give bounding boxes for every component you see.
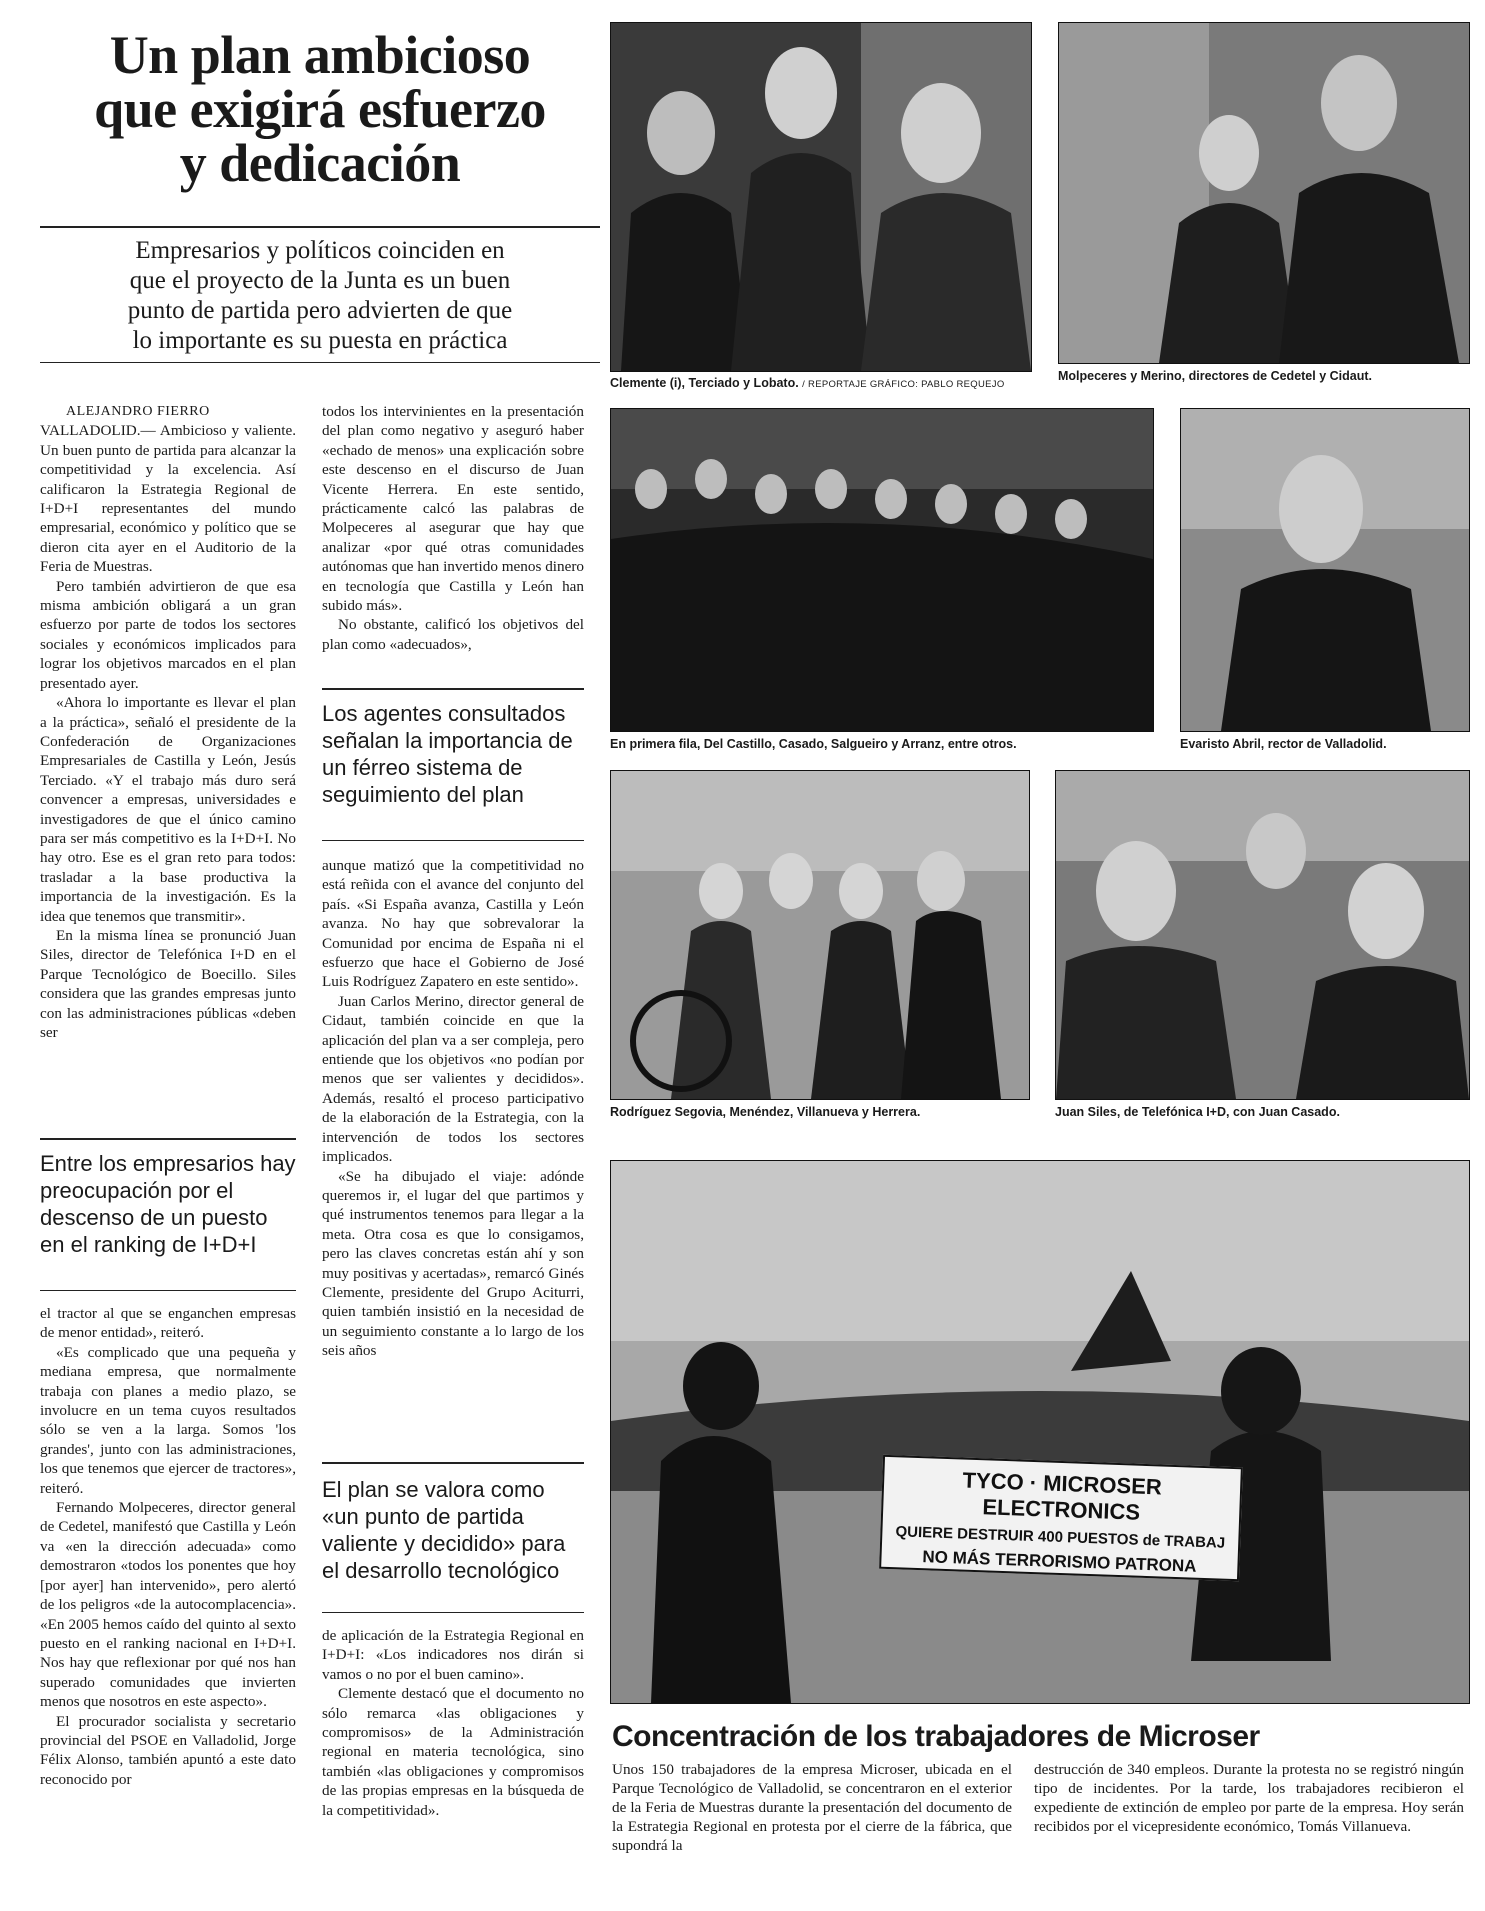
pullquote-rule-top [40,1138,296,1140]
byline: ALEJANDRO FIERRO [66,404,210,419]
paragraph: VALLADOLID.— Ambicioso y valiente. Un buen punto de partida para alcanzar la competitividad y la excelencia. Así calificaron la Estrategia Regional de I+D+I representantes del mundo empresarial, económico y político que se dieron cita ayer en el Auditorio de la Feria de Muestras. [40,422,296,576]
caption-photo-2: Molpeceres y Merino, directores de Cedetel y Cidaut. [1058,369,1372,383]
pullquote-rule-bottom [40,1290,296,1291]
headline [40,25,600,193]
photo-primera-fila [610,408,1154,732]
article-column-2-cont [322,1626,584,1820]
subhead-line-3: punto de partida pero advierten de que [127,297,513,324]
pullquote-rule-top [322,688,584,690]
paragraph: No obstante, calificó los objetivos del plan como «adecuados», [322,616,584,653]
photo-clemente-terciado-lobato [610,22,1032,372]
pullquote-2: Los agentes consultados señalan la importancia de un férreo sistema de seguimiento del plan [322,701,573,807]
paragraph: todos los intervinientes en la presentación del plan como negativo y aseguró haber «echado de menos» una explicación sobre este descenso en el discurso de Juan Vicente Herrera. En este sentido, prácticamente calcó las palabras de Molpeceres al asegurar que hay que analizar «por qué otras comunidades autónomas que han invertido menos dinero en tecnología que Castilla y León han subido más». [322,403,584,615]
photo-evaristo-abril [1180,408,1470,732]
paragraph: En la misma línea se pronunció Juan Siles, director de Telefónica I+D en el Parque Tecnológico de Boecillo. Siles considera que las grandes empresas junto con las administraciones públicas «deben ser [40,926,296,1041]
headline-line-1: Un plan ambicioso [109,25,531,85]
paragraph: Clemente destacó que el documento no sólo remarca «las obligaciones y compromisos» de la Administración regional en materia tecnológica, sino también «las obligaciones y compromisos de las propias empresas en la búsqueda de la competitividad». [322,1685,584,1819]
caption-photo-6: Juan Siles, de Telefónica I+D, con Juan Casado. [1055,1105,1340,1119]
subhead-line-2: que el proyecto de la Junta es un buen [129,267,511,294]
pullquote-rule-top [322,1462,584,1464]
photo-protesta-microser [610,1160,1470,1704]
paragraph: el tractor al que se enganchen empresas de menor entidad», reiteró. [40,1305,296,1342]
pullquote-3: El plan se valora como «un punto de partida valiente y decidido» para el desarrollo tecnológico [322,1477,566,1583]
paragraph: Juan Carlos Merino, director general de Cidaut, también coincide en que la aplicación del plan va a ser compleja, pero entiende que los objetivos «no podían por menos que ser valientes y decididos». Además, resaltó el proceso participativo de la elaboración de la Estrategia, con la intervención de todos los sectores implicados. [322,992,584,1166]
photo-juan-siles-casado [1055,770,1470,1100]
subhead-line-1: Empresarios y políticos coinciden en [135,237,505,264]
subhead-line-4: lo importante es su puesta en práctica [132,327,508,354]
photo-credit: / REPORTAJE GRÁFICO: PABLO REQUEJO [802,379,1005,390]
banner-line-2: QUIERE DESTRUIR 400 PUESTOS de TRABAJ [895,1523,1226,1552]
paragraph: aunque matizó que la competitividad no está reñida con el avance del conjunto del país. «Si España avanza, Castilla y León avanza. No hay que sobrevalorar la Comunidad por encima de España ni el esfuerzo que hace el Gobierno de José Luis Rodríguez Zapatero en este sentido». [322,857,584,991]
headline-rule [40,226,600,228]
caption-photo-1 [610,375,1005,393]
paragraph: «Se ha dibujado el viaje: adónde queremos ir, el lugar del que partimos y qué instrumentos tenemos para llegar a la meta. Otra cosa es que lo consigamos, pero las claves concretas están ahí y son muy positivas y acertadas», remarcó Ginés Clemente, presidente del Grupo Aciturri, quien también insistió en la necesidad de un seguimiento constante a lo largo de los seis años [322,1167,584,1360]
pullquote-rule-bottom [322,840,584,841]
subhead [40,236,600,356]
photo-rodriguez-segovia-grupo [610,770,1030,1100]
box-title: Concentración de los trabajadores de Microser [612,1720,1260,1753]
caption-photo-3: En primera fila, Del Castillo, Casado, Salgueiro y Arranz, entre otros. [610,737,1017,751]
paragraph: Fernando Molpeceres, director general de Cedetel, manifestó que Castilla y León va «en la dirección adecuada» como demostraron «todos los ponentes que hoy [por ayer] han intervenido», pero alertó de los peligros «de la autocomplacencia». «En 2005 hemos caído del quinto al sexto puesto en el ranking nacional en I+D+I. Nos hay que reflexionar por qué nos han superado comunidades que invierten menos que nosotros en este aspecto». [40,1499,296,1711]
pullquote-rule-bottom [322,1612,584,1613]
article-column-1-cont [40,1304,296,1789]
pullquote-1: Entre los empresarios hay preocupación por el descenso de un puesto en el ranking de I+D+I [40,1151,296,1257]
caption-text: Clemente (i), Terciado y Lobato. [610,376,799,390]
article-column-1 [40,402,296,1042]
box-column-2: destrucción de 340 empleos. Durante la protesta no se registró ningún tipo de incidentes. Por la tarde, los trabajadores recibieron el expediente de extinción de empleo por parte de la empresa. Hoy serán recibidos por el vicepresidente económico, Tomás Villanueva. [1034,1761,1464,1835]
paragraph: «Es complicado que una pequeña y mediana empresa, que normalmente trabaja con planes a medio plazo, se involucre en un tema cuyos resultados sólo se ven a la larga. Somos 'los grandes', junto con las administraciones, los que tenemos que ejercer de tractores», reiteró. [40,1343,296,1497]
paragraph: El procurador socialista y secretario provincial del PSOE en Valladolid, Jorge Félix Alonso, también apuntó a este dato reconocido por [40,1712,296,1788]
article-column-2 [322,402,584,654]
headline-line-2: que exigirá esfuerzo [94,79,546,139]
paragraph: de aplicación de la Estrategia Regional en I+D+I: «Los indicadores nos dirán si vamos o no por el buen camino». [322,1627,584,1683]
headline-line-3: y dedicación [179,133,461,193]
banner-line-1: TYCO · MICROSER ELECTRONICS [962,1467,1163,1525]
paragraph: «Ahora lo importante es llevar el plan a la práctica», señaló el presidente de la Confederación de Organizaciones Empresariales de Castilla y León, Jesús Terciado. «Y el trabajo más duro será convencer a empresas, universidades e investigadores de que el único camino para ser más competitivo es la I+D+I. No hay otro. Ese es el gran reto para todos: trasladar a la base productiva la importancia de la investigación. Es la idea que tenemos que transmitir». [40,694,296,925]
paragraph: Pero también advirtieron de que esa misma ambición obligará a un gran esfuerzo por parte de todos los sectores sociales y económicos implicados para lograr los objetivos marcados en el plan presentado ayer. [40,577,296,692]
box-column-1: Unos 150 trabajadores de la empresa Microser, ubicada en el Parque Tecnológico de Valladolid, se concentraron en el exterior de la Feria de Muestras durante la presentación del documento de la Estrategia Regional en protesta por el cierre de la fábrica, que supondrá la [612,1761,1012,1854]
banner-line-3: NO MÁS TERRORISMO PATRONA [922,1547,1197,1576]
caption-photo-4: Evaristo Abril, rector de Valladolid. [1180,737,1387,751]
caption-photo-5: Rodríguez Segovia, Menéndez, Villanueva y Herrera. [610,1105,921,1119]
subhead-rule [40,362,600,363]
protest-banner [879,1455,1243,1581]
photo-molpeceres-merino [1058,22,1470,364]
article-column-2-cont [322,856,584,1361]
